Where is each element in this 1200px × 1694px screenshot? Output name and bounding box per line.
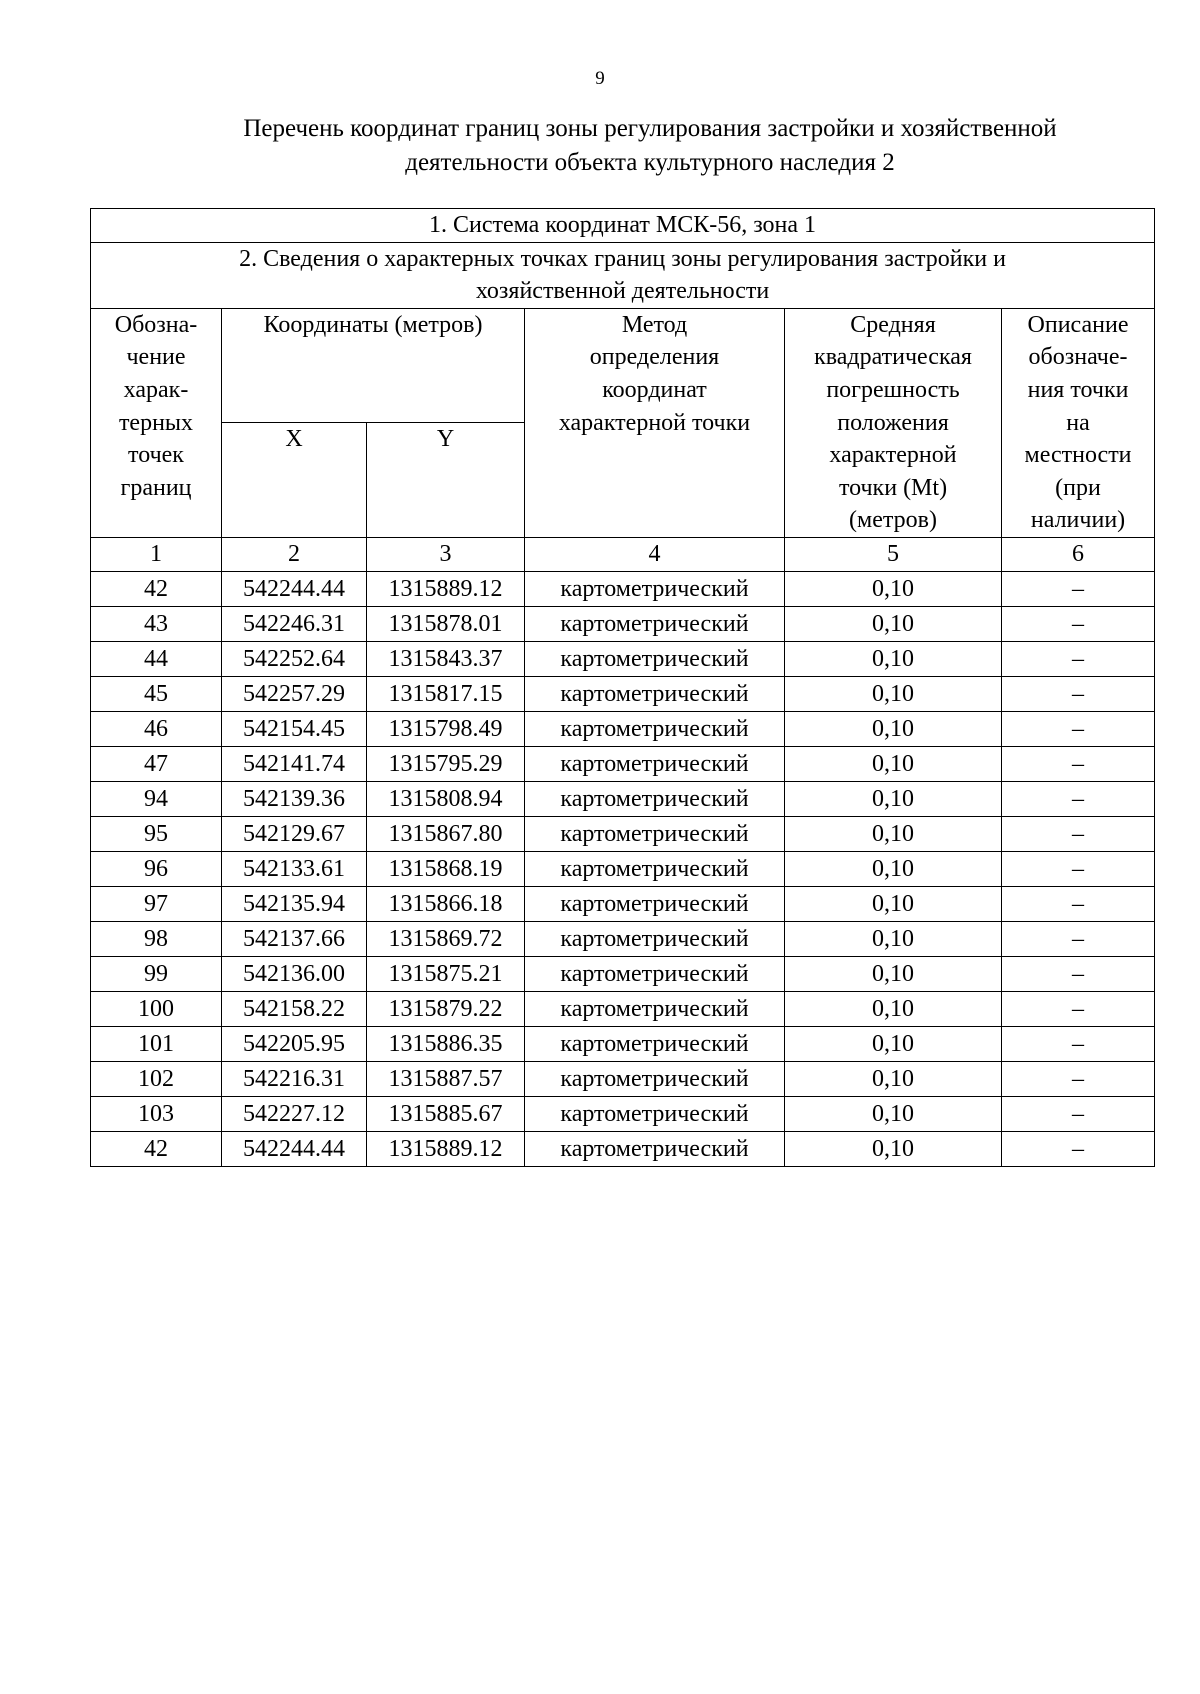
table-row bbox=[91, 851, 1155, 886]
method-cell: картометрический bbox=[525, 1026, 785, 1061]
y-cell: 1315879.22 bbox=[367, 991, 525, 1026]
designation-header-line: Обозна- bbox=[114, 311, 198, 338]
error-cell: 0,10 bbox=[785, 921, 1002, 956]
point-cell: 45 bbox=[91, 676, 222, 711]
description-cell: – bbox=[1002, 886, 1155, 921]
method-cell: картометрический bbox=[525, 956, 785, 991]
y-header: Y bbox=[367, 423, 525, 538]
y-cell: 1315817.15 bbox=[367, 676, 525, 711]
error-header-line: положения bbox=[837, 409, 949, 436]
error-cell: 0,10 bbox=[785, 606, 1002, 641]
y-cell: 1315878.01 bbox=[367, 606, 525, 641]
x-cell: 542139.36 bbox=[222, 781, 367, 816]
coordinates-header: Координаты (метров) bbox=[222, 308, 525, 423]
error-cell: 0,10 bbox=[785, 991, 1002, 1026]
error-header-line: точки (Mt) bbox=[838, 474, 948, 501]
table-row bbox=[91, 991, 1155, 1026]
x-cell: 542133.61 bbox=[222, 851, 367, 886]
point-cell: 43 bbox=[91, 606, 222, 641]
table-row bbox=[91, 606, 1155, 641]
designation-header-line: чение bbox=[126, 344, 186, 371]
method-cell: картометрический bbox=[525, 711, 785, 746]
x-cell: 542158.22 bbox=[222, 991, 367, 1026]
error-cell: 0,10 bbox=[785, 641, 1002, 676]
x-cell: 542252.64 bbox=[222, 641, 367, 676]
coordinates-table bbox=[90, 208, 1155, 1167]
point-cell: 46 bbox=[91, 711, 222, 746]
table-row bbox=[91, 816, 1155, 851]
error-header-line: квадратическая bbox=[814, 344, 972, 371]
table-row bbox=[91, 886, 1155, 921]
document-title bbox=[150, 112, 1150, 180]
point-cell: 101 bbox=[91, 1026, 222, 1061]
x-cell: 542216.31 bbox=[222, 1061, 367, 1096]
method-header-line: определения bbox=[589, 344, 720, 371]
table-row bbox=[91, 956, 1155, 991]
error-header-line: характерной bbox=[829, 442, 957, 469]
x-cell: 542136.00 bbox=[222, 956, 367, 991]
table-row bbox=[91, 571, 1155, 606]
description-cell: – bbox=[1002, 1096, 1155, 1131]
method-header-line: координат bbox=[602, 376, 707, 403]
description-header-line: местности bbox=[1024, 442, 1132, 469]
y-cell: 1315869.72 bbox=[367, 921, 525, 956]
error-cell: 0,10 bbox=[785, 781, 1002, 816]
x-cell: 542141.74 bbox=[222, 746, 367, 781]
point-cell: 100 bbox=[91, 991, 222, 1026]
table-row bbox=[91, 1061, 1155, 1096]
y-cell: 1315808.94 bbox=[367, 781, 525, 816]
error-header-line: погрешность bbox=[826, 376, 960, 403]
description-cell: – bbox=[1002, 921, 1155, 956]
description-header-line: наличии) bbox=[1030, 507, 1126, 534]
description-cell: – bbox=[1002, 991, 1155, 1026]
y-cell: 1315889.12 bbox=[367, 1131, 525, 1166]
description-cell: – bbox=[1002, 816, 1155, 851]
error-cell: 0,10 bbox=[785, 1131, 1002, 1166]
error-cell: 0,10 bbox=[785, 1026, 1002, 1061]
designation-header-line: точек bbox=[128, 442, 184, 469]
error-cell: 0,10 bbox=[785, 571, 1002, 606]
table-row bbox=[91, 781, 1155, 816]
designation-header-line: харак- bbox=[123, 376, 189, 403]
description-cell: – bbox=[1002, 746, 1155, 781]
designation-header bbox=[91, 308, 222, 537]
x-cell: 542246.31 bbox=[222, 606, 367, 641]
description-header-line: ния точки bbox=[1027, 376, 1129, 403]
point-cell: 99 bbox=[91, 956, 222, 991]
y-cell: 1315866.18 bbox=[367, 886, 525, 921]
column-number: 4 bbox=[525, 537, 785, 571]
point-cell: 47 bbox=[91, 746, 222, 781]
column-number: 2 bbox=[222, 537, 367, 571]
method-header bbox=[525, 308, 785, 537]
method-cell: картометрический bbox=[525, 886, 785, 921]
page-number: 9 bbox=[595, 68, 605, 89]
error-header-line: (метров) bbox=[849, 507, 937, 534]
error-cell: 0,10 bbox=[785, 956, 1002, 991]
description-header-line: Описание bbox=[1027, 311, 1129, 338]
column-number: 6 bbox=[1002, 537, 1155, 571]
table-row bbox=[91, 921, 1155, 956]
point-cell: 102 bbox=[91, 1061, 222, 1096]
method-cell: картометрический bbox=[525, 746, 785, 781]
y-cell: 1315843.37 bbox=[367, 641, 525, 676]
error-cell: 0,10 bbox=[785, 851, 1002, 886]
description-header bbox=[1002, 308, 1155, 537]
method-cell: картометрический bbox=[525, 921, 785, 956]
point-cell: 103 bbox=[91, 1096, 222, 1131]
description-cell: – bbox=[1002, 781, 1155, 816]
point-cell: 44 bbox=[91, 641, 222, 676]
description-header-line: обозначе- bbox=[1028, 344, 1128, 371]
characteristic-points-header bbox=[91, 242, 1155, 308]
description-cell: – bbox=[1002, 1061, 1155, 1096]
x-cell: 542244.44 bbox=[222, 571, 367, 606]
method-cell: картометрический bbox=[525, 1131, 785, 1166]
column-number: 3 bbox=[367, 537, 525, 571]
method-cell: картометрический bbox=[525, 1096, 785, 1131]
method-cell: картометрический bbox=[525, 991, 785, 1026]
column-number: 5 bbox=[785, 537, 1002, 571]
column-number: 1 bbox=[91, 537, 222, 571]
x-cell: 542257.29 bbox=[222, 676, 367, 711]
description-cell: – bbox=[1002, 956, 1155, 991]
table-row bbox=[91, 1026, 1155, 1061]
error-cell: 0,10 bbox=[785, 886, 1002, 921]
error-cell: 0,10 bbox=[785, 711, 1002, 746]
point-cell: 97 bbox=[91, 886, 222, 921]
y-cell: 1315867.80 bbox=[367, 816, 525, 851]
method-cell: картометрический bbox=[525, 676, 785, 711]
designation-header-line: границ bbox=[120, 474, 192, 501]
x-cell: 542154.45 bbox=[222, 711, 367, 746]
description-cell: – bbox=[1002, 851, 1155, 886]
method-cell: картометрический bbox=[525, 641, 785, 676]
characteristic-points-header-line-2: хозяйственной деятельности bbox=[475, 278, 770, 305]
method-header-line: характерной точки bbox=[558, 409, 751, 436]
y-cell: 1315889.12 bbox=[367, 571, 525, 606]
error-cell: 0,10 bbox=[785, 816, 1002, 851]
error-cell: 0,10 bbox=[785, 746, 1002, 781]
document-title-line-1: Перечень координат границ зоны регулирования застройки и хозяйственной bbox=[243, 115, 1057, 142]
document-title-line-2: деятельности объекта культурного наследия 2 bbox=[405, 149, 895, 176]
coordinate-system-header: 1. Система координат МСК-56, зона 1 bbox=[91, 209, 1155, 243]
point-cell: 96 bbox=[91, 851, 222, 886]
y-cell: 1315875.21 bbox=[367, 956, 525, 991]
x-cell: 542205.95 bbox=[222, 1026, 367, 1061]
x-cell: 542227.12 bbox=[222, 1096, 367, 1131]
characteristic-points-header-line-1: 2. Сведения о характерных точках границ зоны регулирования застройки и bbox=[239, 245, 1006, 272]
point-cell: 42 bbox=[91, 1131, 222, 1166]
description-cell: – bbox=[1002, 1026, 1155, 1061]
error-header-line: Средняя bbox=[850, 311, 936, 338]
x-cell: 542137.66 bbox=[222, 921, 367, 956]
description-cell: – bbox=[1002, 571, 1155, 606]
description-header-line: на bbox=[1066, 409, 1090, 436]
x-header: X bbox=[222, 423, 367, 538]
description-header-line: (при bbox=[1055, 474, 1101, 501]
x-cell: 542129.67 bbox=[222, 816, 367, 851]
table-row bbox=[91, 641, 1155, 676]
description-cell: – bbox=[1002, 641, 1155, 676]
description-cell: – bbox=[1002, 711, 1155, 746]
y-cell: 1315868.19 bbox=[367, 851, 525, 886]
table-row bbox=[91, 711, 1155, 746]
y-cell: 1315798.49 bbox=[367, 711, 525, 746]
table-row bbox=[91, 1096, 1155, 1131]
table-row bbox=[91, 1131, 1155, 1166]
description-cell: – bbox=[1002, 1131, 1155, 1166]
method-cell: картометрический bbox=[525, 851, 785, 886]
y-cell: 1315887.57 bbox=[367, 1061, 525, 1096]
method-cell: картометрический bbox=[525, 571, 785, 606]
y-cell: 1315885.67 bbox=[367, 1096, 525, 1131]
point-cell: 42 bbox=[91, 571, 222, 606]
point-cell: 94 bbox=[91, 781, 222, 816]
designation-header-line: терных bbox=[118, 409, 194, 436]
x-cell: 542135.94 bbox=[222, 886, 367, 921]
point-cell: 98 bbox=[91, 921, 222, 956]
error-cell: 0,10 bbox=[785, 1061, 1002, 1096]
y-cell: 1315795.29 bbox=[367, 746, 525, 781]
method-cell: картометрический bbox=[525, 781, 785, 816]
method-cell: картометрический bbox=[525, 606, 785, 641]
error-cell: 0,10 bbox=[785, 1096, 1002, 1131]
table-row bbox=[91, 676, 1155, 711]
point-cell: 95 bbox=[91, 816, 222, 851]
y-cell: 1315886.35 bbox=[367, 1026, 525, 1061]
method-header-line: Метод bbox=[621, 311, 688, 338]
error-cell: 0,10 bbox=[785, 676, 1002, 711]
method-cell: картометрический bbox=[525, 816, 785, 851]
x-cell: 542244.44 bbox=[222, 1131, 367, 1166]
description-cell: – bbox=[1002, 676, 1155, 711]
error-header bbox=[785, 308, 1002, 537]
description-cell: – bbox=[1002, 606, 1155, 641]
table-row bbox=[91, 746, 1155, 781]
method-cell: картометрический bbox=[525, 1061, 785, 1096]
